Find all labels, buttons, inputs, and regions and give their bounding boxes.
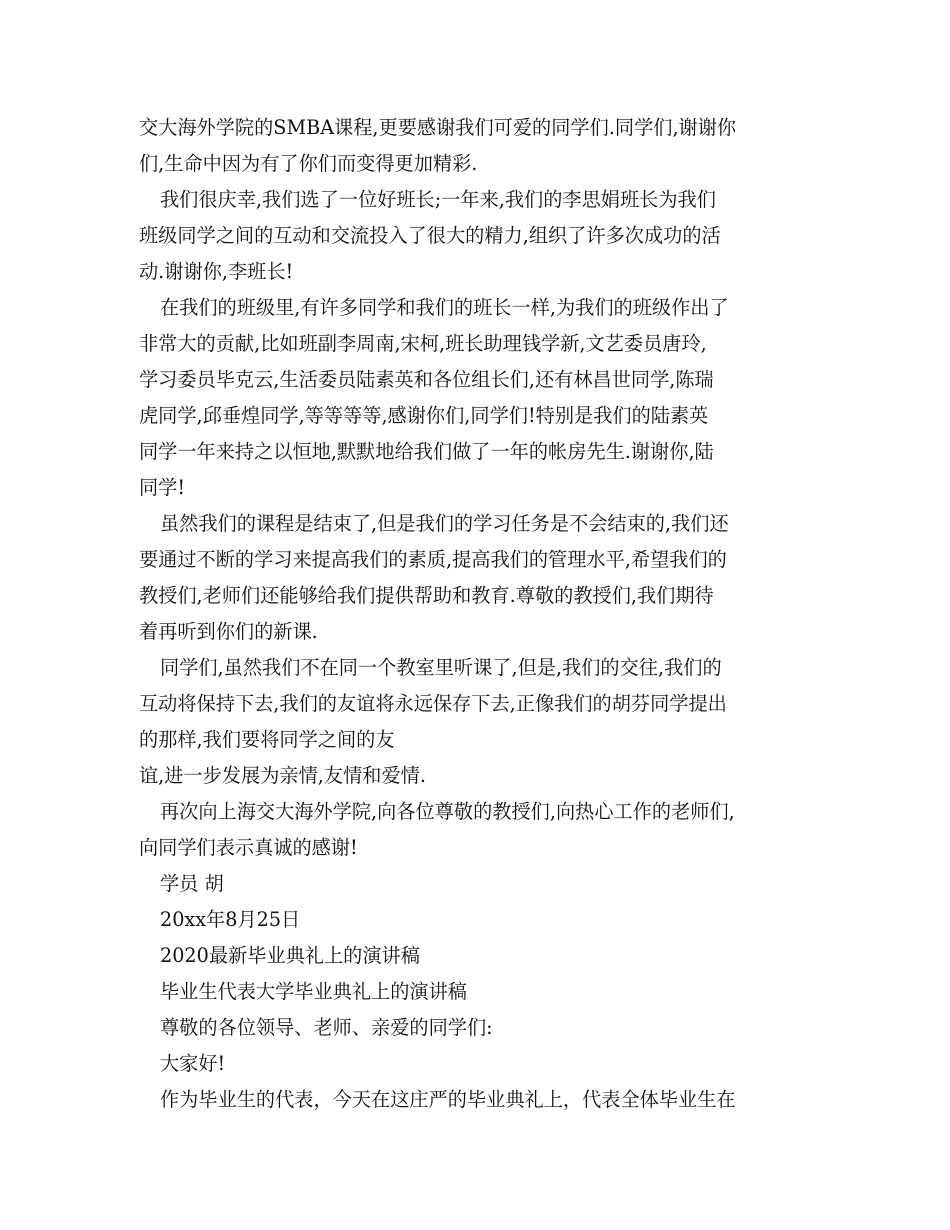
text-line: 着再听到你们的新课. bbox=[139, 620, 318, 643]
text-line: 班级同学之间的互动和交流投入了很大的精力,组织了许多次成功的活 bbox=[139, 224, 721, 247]
text-line: 我们很庆幸,我们选了一位好班长;一年来,我们的李思娟班长为我们 bbox=[160, 188, 716, 211]
text-line: 非常大的贡献,比如班副李周南,宋柯,班长助理钱学新,文艺委员唐玲, bbox=[139, 332, 707, 355]
text-line: 们,生命中因为有了你们而变得更加精彩. bbox=[139, 152, 478, 175]
text-line: 再次向上海交大海外学院,向各位尊敬的教授们,向热心工作的老师们, bbox=[160, 800, 735, 823]
text-line: 要通过不断的学习来提高我们的素质,提高我们的管理水平,希望我们的 bbox=[139, 548, 727, 571]
text-line: 谊,进一步发展为亲情,友情和爱情. bbox=[139, 764, 426, 787]
text-line: 交大海外学院的SMBA课程,更要感谢我们可爱的同学们.同学们,谢谢你 bbox=[139, 116, 737, 139]
greeting: 大家好! bbox=[160, 1052, 226, 1075]
signature-line: 学员 胡 bbox=[160, 872, 224, 895]
section-title: 2020最新毕业典礼上的演讲稿 bbox=[160, 944, 420, 967]
text-line: 在我们的班级里,有许多同学和我们的班长一样,为我们的班级作出了 bbox=[160, 296, 729, 319]
text-line: 同学一年来持之以恒地,默默地给我们做了一年的帐房先生.谢谢你,陆 bbox=[139, 440, 714, 463]
text-line: 虎同学,邱垂煌同学,等等等等,感谢你们,同学们!特别是我们的陆素英 bbox=[139, 404, 709, 427]
text-line: 学习委员毕克云,生活委员陆素英和各位组长们,还有林昌世同学,陈瑞 bbox=[139, 368, 714, 391]
text-line: 作为毕业生的代表，今天在这庄严的毕业典礼上，代表全体毕业生在 bbox=[160, 1088, 736, 1111]
text-line: 的那样,我们要将同学之间的友 bbox=[139, 728, 395, 751]
salutation: 尊敬的各位领导、老师、亲爱的同学们: bbox=[160, 1016, 493, 1039]
text-line: 向同学们表示真诚的感谢! bbox=[139, 836, 358, 859]
speech-title: 毕业生代表大学毕业典礼上的演讲稿 bbox=[160, 980, 467, 1003]
text-line: 动.谢谢你,李班长! bbox=[139, 260, 294, 283]
text-line: 互动将保持下去,我们的友谊将永远保存下去,正像我们的胡芬同学提出 bbox=[139, 692, 727, 715]
text-line: 虽然我们的课程是结束了,但是我们的学习任务是不会结束的,我们还 bbox=[160, 512, 729, 535]
text-line: 同学们,虽然我们不在同一个教室里听课了,但是,我们的交往,我们的 bbox=[160, 656, 722, 679]
text-line: 同学! bbox=[139, 476, 186, 499]
document-body bbox=[139, 110, 819, 1118]
date-line: 20xx年8月25日 bbox=[160, 908, 301, 931]
text-line: 教授们,老师们还能够给我们提供帮助和教育.尊敬的教授们,我们期待 bbox=[139, 584, 714, 607]
